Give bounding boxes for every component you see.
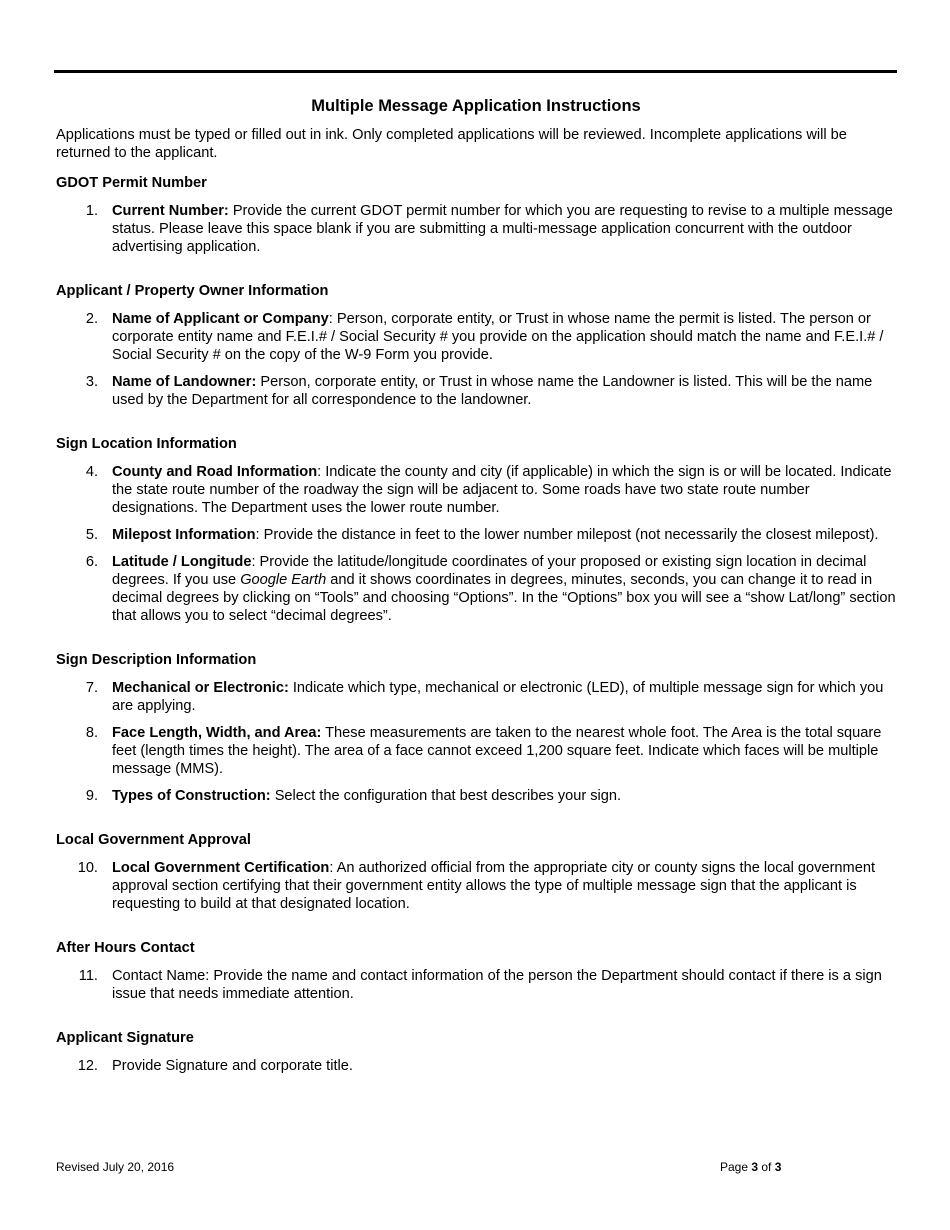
item-text: and it shows coordinates in degrees, minutes, seconds, you can change it to read in decimal degrees by clicking on “Tools” and choosing “Options”. In the “Options” box you will see a “show Lat/long” section that allows you to select “decimal degrees”. [112, 572, 896, 624]
item-number: 11. [78, 968, 98, 984]
list-item [56, 202, 896, 256]
item-number: 4. [85, 464, 98, 480]
section-heading-permit: GDOT Permit Number [56, 175, 207, 191]
item-text: Contact Name: Provide the name and contact information of the person the Department should contact if there is a sign issue that needs immediate attention. [112, 968, 882, 1002]
item-text: Provide Signature and corporate title. [112, 1058, 353, 1074]
item-label: Latitude / Longitude [112, 554, 252, 570]
item-label: Types of Construction: [112, 788, 271, 804]
item-number: 6. [85, 554, 98, 570]
item-label: Mechanical or Electronic: [112, 680, 289, 696]
item-text: : An authorized official from the appropriate city or county signs the local government approval section certifying that their government entity allows the type of multiple message sign that the applicant is requesting to build at that designated location. [112, 860, 875, 912]
item-number: 3. [85, 374, 98, 390]
list-item [56, 373, 896, 409]
revision-date: Revised July 20, 2016 [56, 1160, 175, 1174]
item-number: 10. [77, 860, 98, 876]
list-item [56, 526, 896, 544]
section-heading-signature: Applicant Signature [56, 1030, 194, 1046]
list-item [56, 724, 896, 778]
item-number: 12. [77, 1058, 98, 1074]
list-item [56, 310, 896, 364]
item-number: 9. [85, 788, 98, 804]
section-heading-government: Local Government Approval [56, 832, 251, 848]
item-text: Person, corporate entity, or Trust in whose name the Landowner is listed. This will be the name used by the Department for all correspondence to the landowner. [112, 374, 873, 408]
intro-paragraph: Applications must be typed or filled out in ink. Only completed applications will be reviewed. Incomplete applications will be returned to the applicant. [56, 127, 847, 161]
item-label: Local Government Certification [112, 860, 330, 876]
section-heading-applicant: Applicant / Property Owner Information [56, 283, 329, 299]
list-item [56, 859, 896, 913]
item-label: Milepost Information [112, 527, 256, 543]
item-label: County and Road Information [112, 464, 318, 480]
list-item [56, 463, 896, 517]
item-number: 1. [85, 203, 98, 219]
section-heading-contact: After Hours Contact [56, 940, 195, 956]
item-number: 5. [85, 527, 98, 543]
item-number: 8. [85, 725, 98, 741]
list-item [56, 679, 896, 715]
section-heading-description: Sign Description Information [56, 652, 257, 668]
list-item [56, 967, 896, 1003]
list-item [56, 553, 896, 625]
list-item [56, 1057, 896, 1075]
item-text: : Person, corporate entity, or Trust in whose name the permit is listed. The person or corporate entity name and F.E.I.# / Social Security # you provide on the application should match the name and F.E.I.# / Social Security # on the copy of the W-9 Form you provide. [112, 311, 884, 363]
top-rule [54, 70, 897, 73]
item-number: 7. [85, 680, 98, 696]
item-label: Current Number: [112, 203, 229, 219]
item-text: : Indicate the county and city (if applicable) in which the sign is or will be located. Indicate the state route number of the roadway the sign will be adjacent to. Some roads have two state route number designations. The Department uses the lower route number. [112, 464, 892, 516]
list-item [56, 787, 896, 805]
section-heading-location: Sign Location Information [56, 436, 237, 452]
instructions-page [56, 96, 896, 1084]
item-label: Face Length, Width, and Area: [112, 725, 322, 741]
item-label: Name of Applicant or Company [112, 311, 329, 327]
page-title: Multiple Message Application Instructions [311, 97, 641, 115]
item-italic-text: Google Earth [240, 572, 327, 588]
item-number: 2. [85, 311, 98, 327]
item-text: Provide the current GDOT permit number for which you are requesting to revise to a multiple message status. Please leave this space blank if you are submitting a multi-message application concurrent with the outdoor advertising application. [112, 203, 893, 255]
page-number: Page 3 of 3 [720, 1160, 782, 1174]
item-text: Indicate which type, mechanical or electronic (LED), of multiple message sign for which you are applying. [112, 680, 884, 714]
item-label: Name of Landowner: [112, 374, 257, 390]
item-text: Select the configuration that best describes your sign. [270, 788, 622, 804]
item-text: : Provide the latitude/longitude coordinates of your proposed or existing sign location in decimal degrees. If you use [112, 554, 867, 588]
item-text: These measurements are taken to the nearest whole foot. The Area is the total square feet (length times the height). The area of a face cannot exceed 1,200 square feet. Indicate which faces will be multiple message (MMS). [112, 725, 882, 777]
item-text: : Provide the distance in feet to the lower number milepost (not necessarily the closest milepost). [255, 527, 879, 543]
